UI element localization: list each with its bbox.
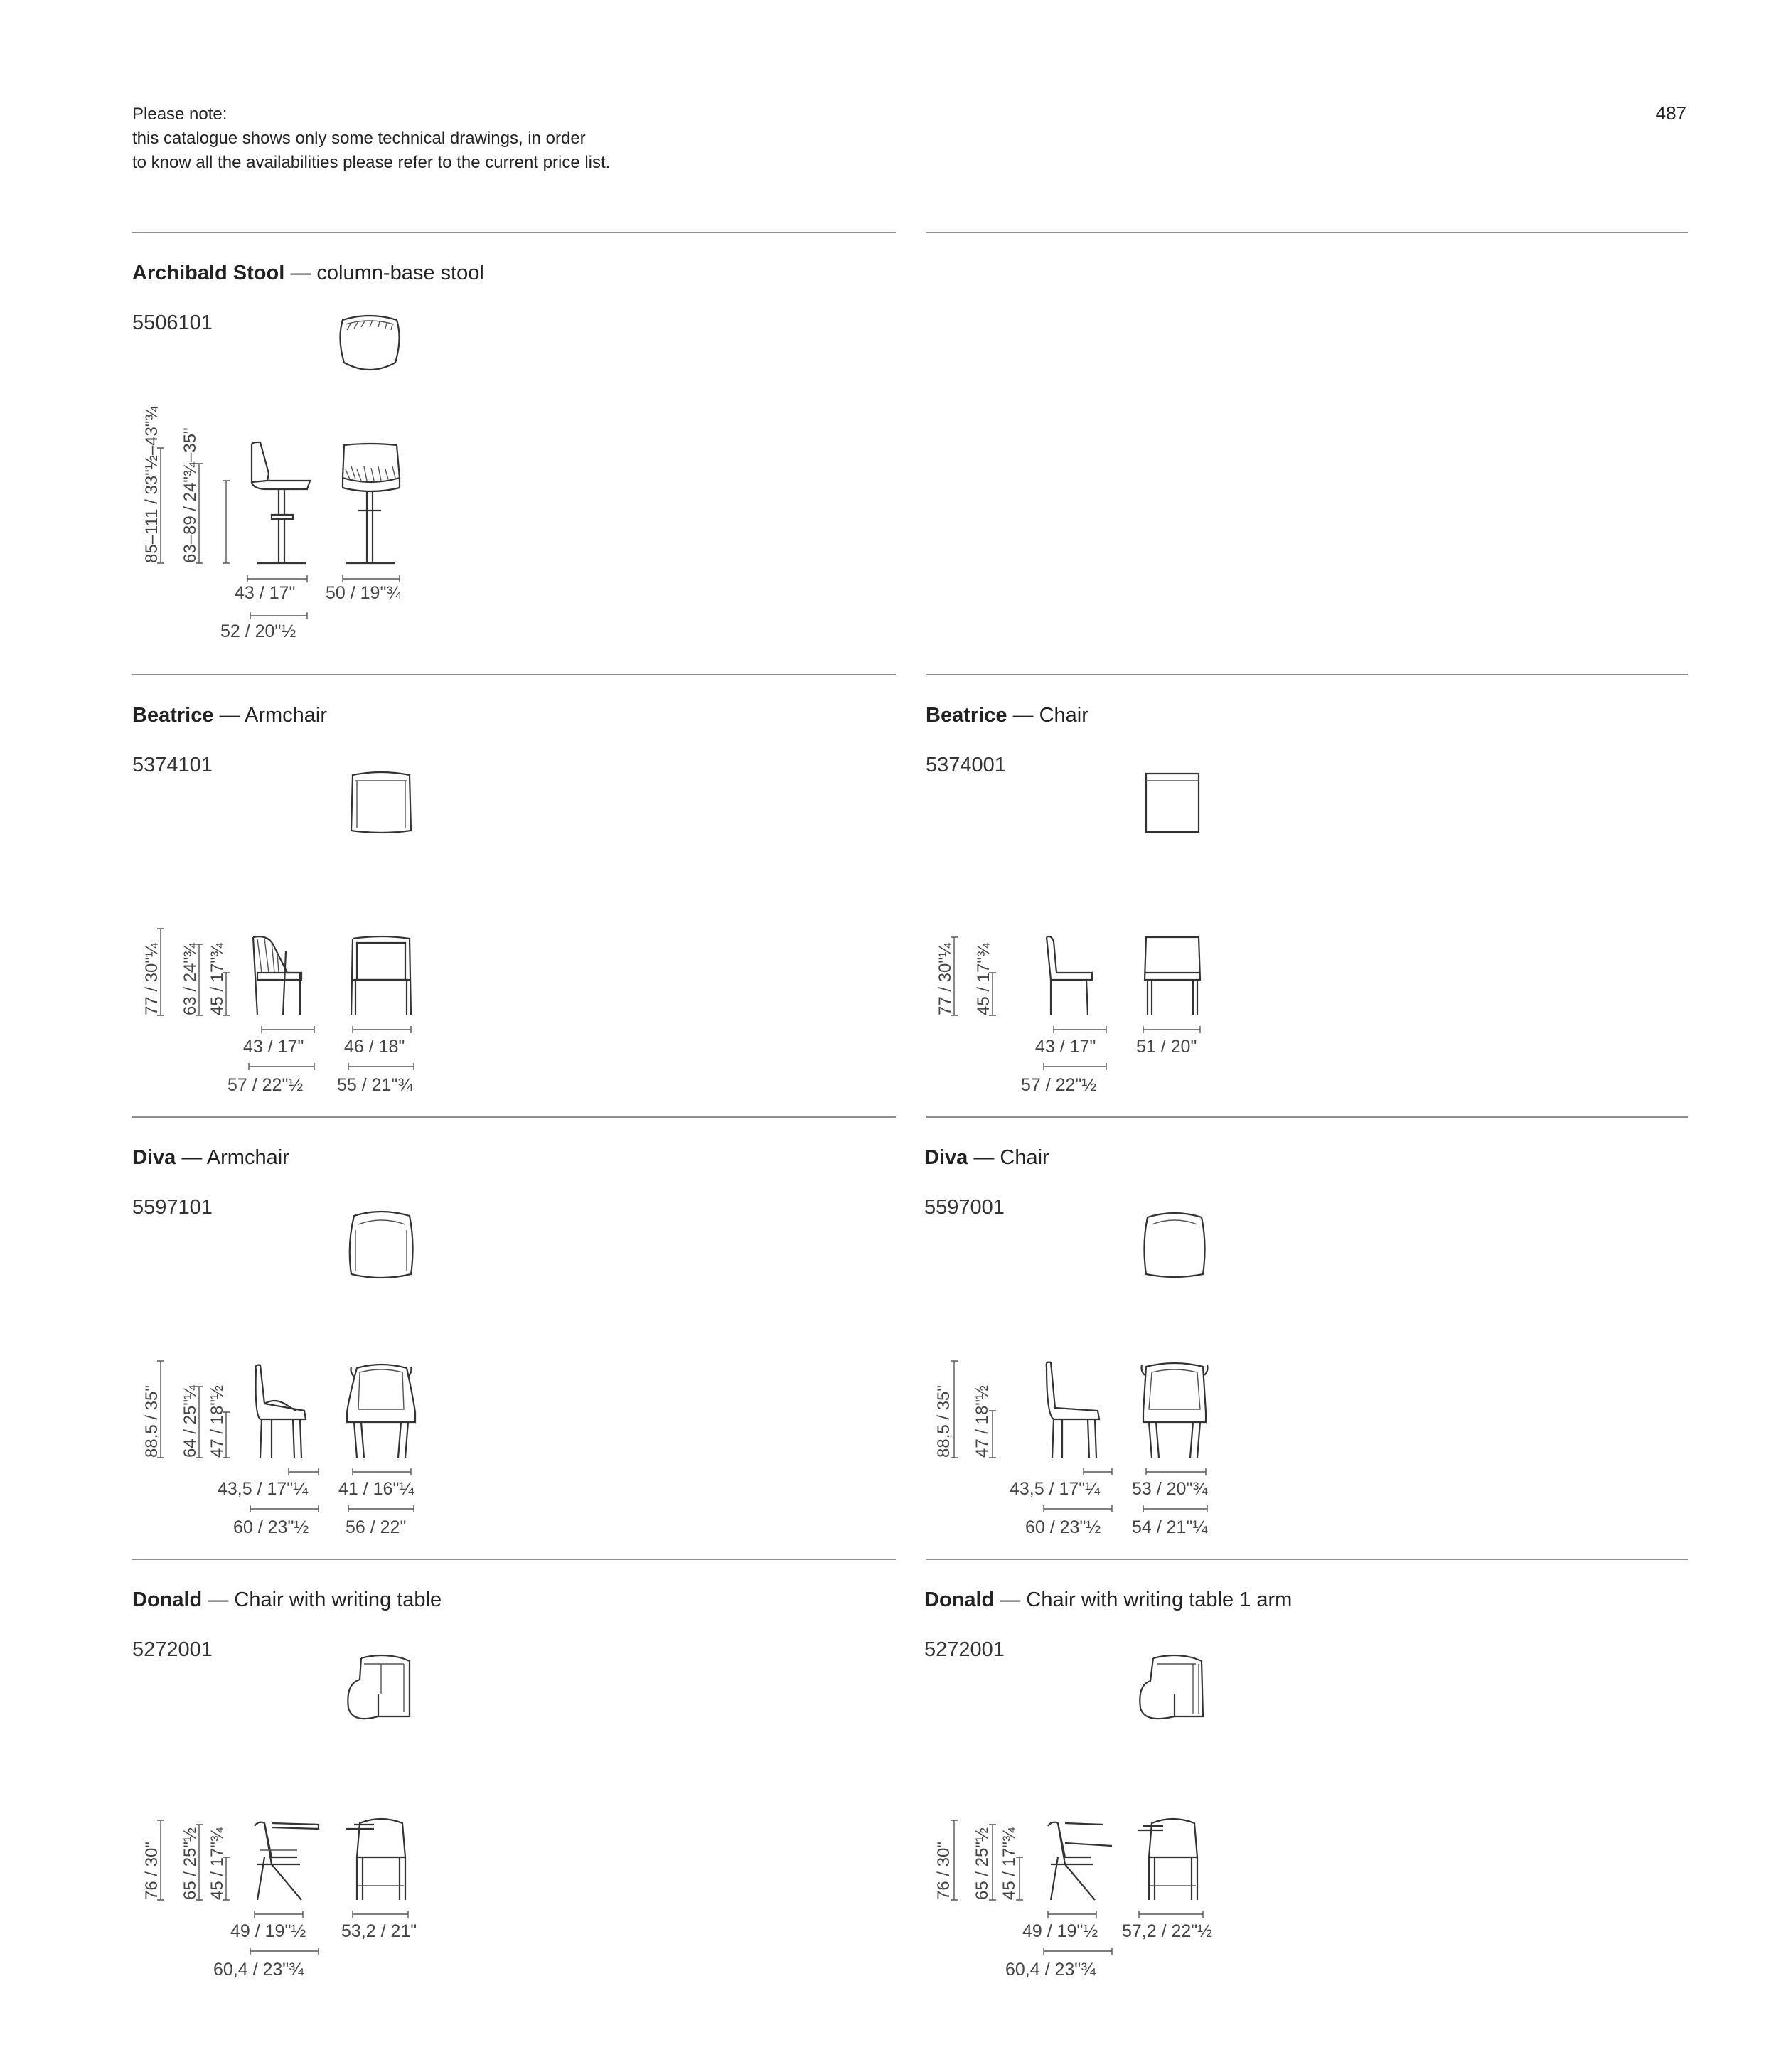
- dim-depth: 49 / 19"½: [230, 1921, 306, 1941]
- section-title: Donald — Chair with writing table 1 arm: [924, 1588, 1293, 1611]
- dim-depth: 43 / 17": [235, 583, 296, 603]
- dim-seat-height: 45 / 17"¾: [1000, 1827, 1019, 1900]
- product-name: Donald: [924, 1588, 995, 1611]
- dim-overall-depth: 60,4 / 23"¾: [213, 1960, 304, 1980]
- dim-seat-height: 63–89 / 24"¾–35": [181, 427, 200, 563]
- product-description: Chair: [1000, 1146, 1049, 1169]
- dim-width: 57,2 / 22"½: [1122, 1921, 1213, 1941]
- product-description: column-base stool: [316, 262, 484, 284]
- dim-total-height: 76 / 30": [142, 1842, 161, 1900]
- dim-table-height: 65 / 25"½: [973, 1827, 992, 1900]
- section-donald: [132, 1559, 894, 1999]
- product-name: Archibald Stool: [132, 262, 285, 284]
- page-number: 487: [1655, 102, 1686, 124]
- section-title: Diva — Armchair: [132, 1146, 289, 1169]
- dim-seat-height: 45 / 17"¾: [208, 1827, 227, 1900]
- dim-arm-height: 63 / 24"¾: [181, 943, 200, 1015]
- dim-seat-height: 45 / 17"¾: [974, 943, 993, 1015]
- dim-width: 50 / 19"¾: [326, 583, 402, 603]
- section-donald-1-arm: [926, 1559, 1688, 1999]
- dim-seat-height: 47 / 18"½: [208, 1385, 227, 1458]
- divider-top-right: [926, 232, 1688, 233]
- dim-overall-depth: 52 / 20"½: [220, 621, 296, 641]
- dim-total-height: 77 / 30"¼: [936, 943, 955, 1015]
- note-line-1: Please note:: [132, 105, 228, 124]
- dim-width: 51 / 20": [1136, 1037, 1197, 1057]
- dim-seat-depth: 43,5 / 17"¼: [218, 1479, 309, 1499]
- product-name: Beatrice: [926, 704, 1007, 727]
- dim-overall-depth: 60 / 23"½: [1025, 1517, 1101, 1537]
- dim-arm-height: 64 / 25"¼: [181, 1385, 200, 1458]
- product-code: 5597001: [924, 1196, 1005, 1219]
- section-diva-chair: [926, 1116, 1688, 1557]
- note-line-3: to know all the availabilities please refer to the current price list.: [132, 153, 611, 172]
- note-line-2: this catalogue shows only some technical drawings, in order: [132, 129, 586, 148]
- dim-depth: 49 / 19"½: [1022, 1921, 1098, 1941]
- product-description: Chair: [1039, 704, 1088, 727]
- dim-seat-height: 45 / 17"¾: [208, 943, 227, 1015]
- dim-total-height: 85–111 / 33"½–43"¾: [142, 406, 161, 563]
- product-code: 5597101: [132, 1196, 213, 1219]
- product-name: Donald: [132, 1588, 203, 1611]
- section-title: Donald — Chair with writing table: [132, 1588, 442, 1611]
- product-description: Chair with writing table: [234, 1588, 442, 1611]
- dim-total-height: 76 / 30": [934, 1842, 953, 1900]
- product-code: 5374101: [132, 754, 213, 776]
- product-name: Diva: [924, 1146, 968, 1169]
- dim-total-height: 88,5 / 35": [142, 1385, 161, 1458]
- dim-overall-depth: 60 / 23"½: [233, 1517, 309, 1537]
- dim-width: 53,2 / 21": [341, 1921, 417, 1941]
- dim-overall-width: 55 / 21"¾: [337, 1075, 413, 1095]
- dim-seat-height: 47 / 18"½: [973, 1385, 992, 1458]
- section-title: Beatrice — Armchair: [132, 704, 327, 727]
- section-title: Archibald Stool — column-base stool: [132, 262, 484, 284]
- section-archibald-stool: [132, 232, 894, 673]
- product-description: Chair with writing table 1 arm: [1026, 1588, 1293, 1611]
- dim-seat-width: 41 / 16"¼: [338, 1479, 414, 1499]
- dim-seat-depth: 43 / 17": [1035, 1037, 1096, 1057]
- product-name: Diva: [132, 1146, 176, 1169]
- stool-technical-drawing: [132, 232, 630, 673]
- dim-total-height: 88,5 / 35": [934, 1385, 953, 1458]
- dim-total-height: 77 / 30"¼: [142, 943, 161, 1015]
- section-title: Beatrice — Chair: [926, 704, 1088, 727]
- dim-overall-width: 54 / 21"¼: [1132, 1517, 1208, 1537]
- dim-overall-depth: 60,4 / 23"¾: [1005, 1960, 1096, 1980]
- dim-overall-width: 56 / 22": [346, 1517, 407, 1537]
- dim-overall-depth: 57 / 22"½: [1021, 1075, 1097, 1095]
- section-diva-armchair: [132, 1116, 894, 1557]
- product-code: 5272001: [924, 1638, 1005, 1661]
- section-beatrice-armchair: [132, 674, 894, 1115]
- product-description: Armchair: [206, 1146, 289, 1169]
- dim-overall-depth: 57 / 22"½: [228, 1075, 304, 1095]
- dim-seat-width: 46 / 18": [344, 1037, 405, 1057]
- product-code: 5374001: [926, 754, 1006, 776]
- section-title: Diva — Chair: [924, 1146, 1049, 1169]
- product-code: 5272001: [132, 1638, 213, 1661]
- dim-width: 53 / 20"¾: [1132, 1479, 1208, 1499]
- catalogue-note: [132, 102, 610, 175]
- section-beatrice-chair: [926, 674, 1688, 1115]
- product-description: Armchair: [244, 704, 327, 727]
- dim-table-height: 65 / 25"½: [181, 1827, 200, 1900]
- dim-seat-depth: 43,5 / 17"¼: [1010, 1479, 1101, 1499]
- product-code: 5506101: [132, 311, 213, 334]
- dim-seat-depth: 43 / 17": [243, 1037, 304, 1057]
- product-name: Beatrice: [132, 704, 214, 727]
